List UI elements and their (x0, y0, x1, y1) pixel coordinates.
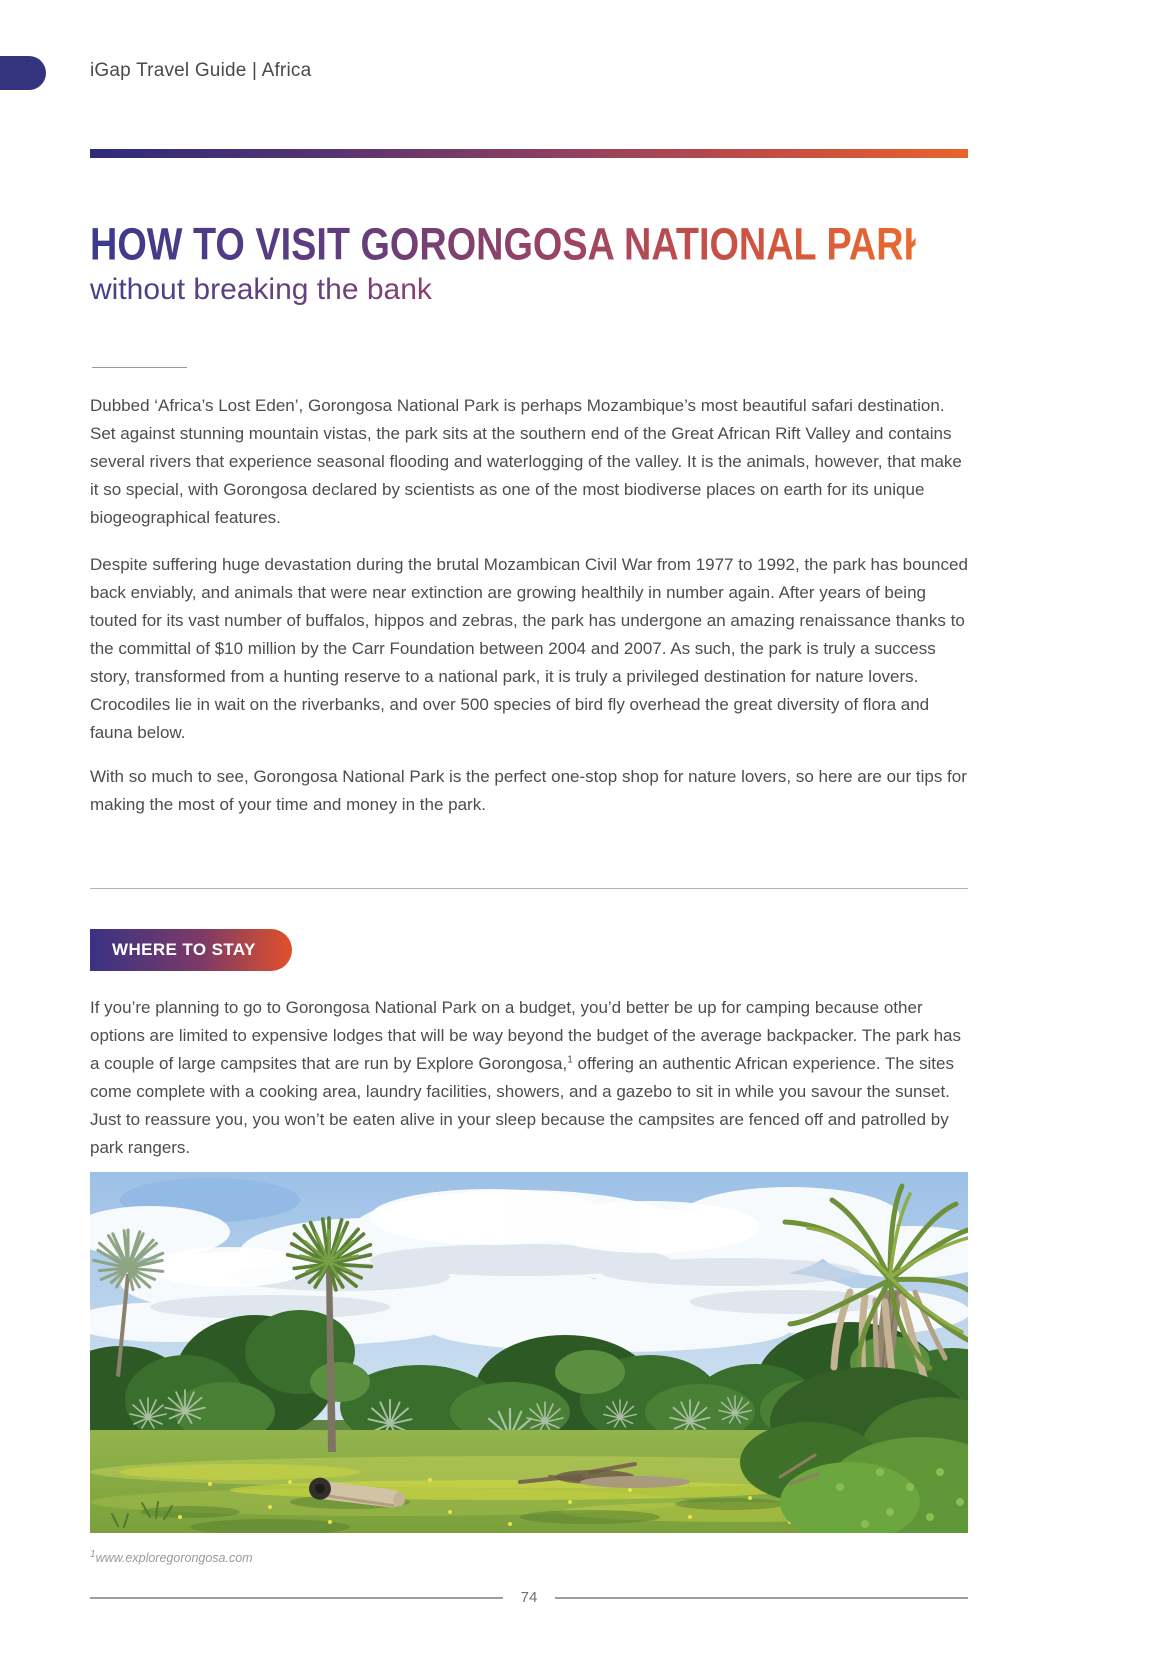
where-to-stay-badge-label: WHERE TO STAY (112, 940, 256, 959)
page-number: 74 (520, 1589, 538, 1606)
brand-text: iGap Travel Guide | Africa (90, 60, 312, 81)
section-divider (90, 888, 968, 889)
footnote-reference: 1 (567, 1054, 573, 1066)
park-photo (90, 1172, 968, 1533)
page-subtitle: without breaking the bank (90, 273, 432, 306)
intro-paragraph-3: With so much to see, Gorongosa National Park is the perfect one-stop shop for nature lovers, so here are our tips for making the most of your time and money in the park. (90, 767, 967, 814)
where-to-stay-badge (90, 929, 292, 971)
footnote (90, 1548, 253, 1565)
park-photo-illustration (90, 1172, 968, 1533)
intro-paragraph-1: Dubbed ‘Africa’s Lost Eden’, Gorongosa National Park is perhaps Mozambique’s most beautiful safari destination. Set against stunning mountain vistas, the park sits at the southern end of the Great African Rift Valley and contains several rivers that experience seasonal flooding and waterlogging of the valley. It is the animals, however, that make it so special, with Gorongosa declared by scientists as one of the most biodiverse places on earth for its unique biogeographical features. (90, 396, 962, 527)
footer-line-right (555, 1597, 968, 1599)
where-to-stay-text-end: offering an authentic African experience. The sites come complete with a cooking area, laundry facilities, showers, and a gazebo to sit in while you savour the sunset. Just to reassure you, you won’t be eaten alive in your sleep because the campsites are fenced off and patrolled by park rangers. (90, 1054, 954, 1157)
footnote-marker: 1 (90, 1548, 96, 1560)
small-divider (92, 367, 187, 368)
page-footer (90, 1589, 968, 1606)
where-to-stay-paragraph (90, 994, 968, 1162)
footnote-text: www.exploregorongosa.com (95, 1551, 253, 1565)
footer-line-left (90, 1597, 503, 1599)
page-title: HOW TO VISIT GORONGOSA NATIONAL PARK (90, 219, 931, 270)
intro-paragraph-2: Despite suffering huge devastation during the brutal Mozambican Civil War from 1977 to 1992, the park has bounced back enviably, and animals that were near extinction are growing healthily in number again. After years of being touted for its vast number of buffalos, hippos and zebras, the park has undergone an amazing renaissance thanks to the committal of $10 million by the Carr Foundation between 2004 and 2007. As such, the park is truly a success story, transformed from a hunting reserve to a national park, it is truly a privileged destination for nature lovers. Crocodiles lie in wait on the riverbanks, and over 500 species of bird fly overhead the great diversity of flora and fauna below. (90, 555, 968, 742)
accent-gradient-bar (90, 149, 968, 158)
brand-pill-icon (0, 56, 46, 90)
where-to-stay-text-start: If you’re planning to go to Gorongosa National Park on a budget, you’d better be up for camping because other options are limited to expensive lodges that will be way beyond the budget of the average backpacker. The park has a couple of large campsites that are run by Explore Gorongosa, (90, 998, 962, 1073)
